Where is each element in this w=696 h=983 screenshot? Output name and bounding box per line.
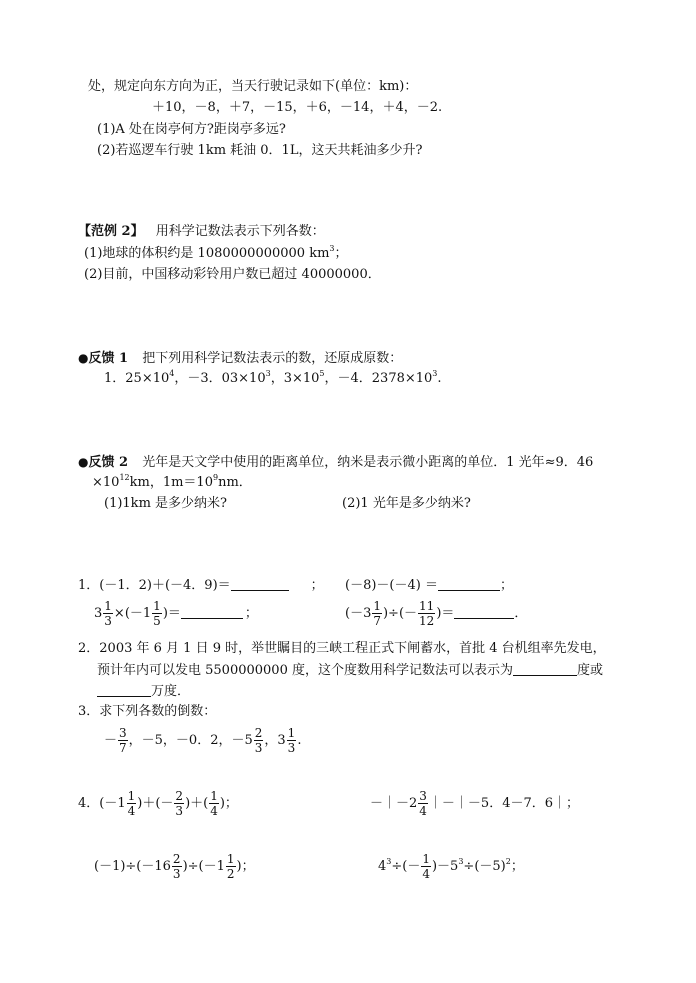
fraction-numerator: 1 (210, 789, 218, 803)
feedback1-heading (78, 350, 402, 367)
fraction-denominator: 7 (119, 741, 127, 755)
fraction-numerator: 2 (172, 852, 181, 866)
exercise4-d1: 4 (378, 859, 387, 874)
exercise2-text-3-end: 万度． (151, 684, 191, 699)
feedback2-label: 反馈 2 (88, 455, 129, 470)
exercise4-a-fraction-2 (174, 789, 184, 818)
feedback2-question-1: (1)1km 是多少纳米? (104, 496, 227, 511)
exercise4-a-fraction-1 (127, 789, 137, 818)
exercise3-t2: ，－5，－0．2，－5 (128, 733, 253, 748)
feedback2-l2c: nm． (218, 475, 252, 490)
example2-q1-exponent: 3 (329, 244, 335, 253)
exercise1-b-expression: (－8)－(－4) ＝ (345, 578, 438, 593)
exercise4-c2: )÷(－1 (182, 859, 225, 874)
exercise2-text-2-end: 度或 (576, 663, 603, 678)
fraction-numerator: 3 (119, 726, 127, 740)
exercise1-d-fraction (372, 599, 382, 628)
feedback1-n4: ，－4．2378×10 (324, 371, 433, 386)
feedback1-e4: 3 (432, 369, 438, 378)
fraction-denominator: 3 (175, 804, 184, 818)
exercise1-d-end: ． (514, 606, 528, 621)
feedback2-l2e1: 12 (119, 473, 130, 482)
fraction-denominator: 4 (419, 804, 427, 818)
exercise2-text-2: 预计年内可以发电 5500000000 度，这个度数用科学记数法可以表示为 (97, 663, 513, 678)
exercise4-d (378, 851, 524, 883)
feedback1-label: 反馈 1 (88, 351, 129, 366)
exercise1-b-end: ； (499, 578, 513, 593)
example1-intro: 处，规定向东方向为正，当天行驶记录如下(单位：km)： (88, 79, 418, 94)
fraction-denominator: 3 (254, 741, 263, 755)
feedback1-n1: 1．25×10 (104, 371, 170, 386)
feedback2-heading (78, 454, 593, 471)
exercise1-c-whole: 3 (94, 606, 103, 621)
fraction-numerator: 1 (127, 789, 136, 803)
exercise3-fraction-3 (287, 726, 297, 755)
exercise4-b1: －｜－2 (370, 796, 418, 811)
exercise4-b (370, 788, 579, 820)
feedback1-e1: 4 (169, 369, 175, 378)
feedback1-n3: ，3×10 (270, 371, 320, 386)
example2-question-1 (84, 246, 348, 262)
fraction-denominator: 4 (210, 804, 218, 818)
exercise1-c-mid: ×(－1 (113, 606, 152, 621)
exercise1-d (345, 598, 527, 630)
exercise4-a2: )＋(－ (137, 796, 174, 811)
fraction-numerator: 3 (419, 789, 427, 803)
exercise4-number: 4． (78, 796, 100, 811)
exercise4-c1: (－1)÷(－16 (94, 859, 171, 874)
exercise4-d4: ÷(－5) (463, 859, 506, 874)
example1-records: ＋10，－8，＋7，－15，＋6，－14，＋4，－2. (152, 100, 443, 115)
fraction-denominator: 3 (104, 614, 112, 628)
example2-q1-end: ； (334, 246, 348, 261)
fraction-denominator: 4 (127, 804, 136, 818)
example2-heading (78, 224, 325, 240)
fraction-denominator: 4 (422, 867, 430, 881)
example1-question-2: (2)若巡逻车行驶 1km 耗油 0．1L，这天共耗油多少升? (97, 143, 423, 158)
exercise4-a-fraction-3 (209, 789, 219, 818)
feedback1-e2: 3 (265, 369, 271, 378)
exercise3-fraction-2 (254, 726, 264, 755)
exercise2-number: 2． (78, 641, 100, 656)
feedback2-line-2 (92, 475, 252, 491)
exercise3-t1-sign: － (104, 733, 118, 748)
exercise4-d2: ÷(－ (391, 859, 421, 874)
bullet-icon: ● (78, 351, 89, 365)
feedback1-title: 把下列用科学记数法表示的数，还原成原数： (142, 351, 403, 366)
fraction-denominator: 5 (153, 614, 161, 628)
feedback1-e3: 5 (319, 369, 325, 378)
exercise1-a-expression: (－1．2)＋(－4．9)＝ (99, 578, 231, 593)
feedback1-end: . (437, 371, 442, 386)
exercise4-d5: ； (510, 859, 524, 874)
feedback2-question-2: (2)1 光年是多少纳米? (342, 496, 471, 511)
fraction-denominator: 7 (373, 614, 381, 628)
exercise4-c3: )； (236, 859, 255, 874)
feedback2-l2b: km，1m＝10 (129, 475, 213, 490)
exercise3-number: 3． (78, 704, 100, 719)
fraction-denominator: 3 (287, 741, 296, 755)
exercise4-d3: )－5 (431, 859, 459, 874)
fraction-numerator: 2 (175, 789, 184, 803)
exercise1-c-end: ； (244, 606, 258, 621)
fraction-numerator: 11 (419, 599, 435, 613)
fraction-numerator: 2 (254, 726, 263, 740)
exercise1-d-fraction-2 (418, 599, 435, 628)
exercise1-d-answer-blank[interactable] (454, 606, 514, 619)
exercise1-a-answer-blank[interactable] (231, 578, 289, 591)
example2-question-2: (2)目前，中国移动彩铃用户数已超过 40000000． (84, 267, 381, 282)
exercise1-c-equals: )＝ (162, 606, 181, 621)
exercise4-d3-exponent: 3 (458, 857, 464, 866)
exercise1-row-1 (78, 578, 324, 594)
fraction-numerator: 1 (422, 852, 430, 866)
feedback2-l2a: ×10 (92, 475, 120, 490)
fraction-denominator: 12 (419, 614, 435, 628)
exercise4-a (78, 788, 238, 820)
fraction-numerator: 1 (287, 726, 296, 740)
feedback2-l2e2: 9 (212, 473, 219, 482)
exercise3-end: . (297, 733, 302, 748)
exercise4-b-fraction (418, 789, 428, 818)
exercise4-b2: ｜－｜－5．4－7．6｜； (428, 796, 580, 811)
exercise4-a4: )； (219, 796, 238, 811)
exercise1-d-mid: )÷(－ (382, 606, 418, 621)
exercise4-c (94, 851, 255, 883)
fraction-numerator: 1 (226, 852, 235, 866)
exercise1-d-equals: )＝ (436, 606, 455, 621)
exercise2-answer-blank-2[interactable] (97, 684, 151, 697)
exercise4-c-fraction-1 (172, 852, 182, 881)
fraction-numerator: 1 (153, 599, 161, 613)
exercise3-title (78, 704, 216, 720)
example1-question-1: (1)A 处在岗亭何方?距岗亭多远? (97, 122, 286, 137)
exercise1-c-fraction-2 (152, 599, 162, 628)
example2-q1-text: (1)地球的体积约是 1080000000000 km (84, 246, 330, 261)
exercise1-b (345, 578, 513, 594)
fraction-numerator: 1 (373, 599, 381, 613)
exercise1-a-end: ； (310, 578, 324, 593)
fraction-denominator: 3 (172, 867, 181, 881)
exercise2-line-2 (97, 663, 603, 679)
fraction-denominator: 2 (226, 867, 235, 881)
exercise1-c-answer-blank[interactable] (181, 606, 243, 619)
exercise1-b-answer-blank[interactable] (438, 578, 500, 591)
feedback2-line-1: 光年是天文学中使用的距离单位，纳米是表示微小距离的单位．1 光年≈9．46 (142, 455, 594, 470)
exercise3-t4: ，3 (264, 733, 286, 748)
exercise2-line-1 (78, 641, 606, 657)
bullet-icon: ● (78, 455, 89, 469)
exercise4-d-fraction (421, 852, 431, 881)
feedback1-n2: ，－3．03×10 (174, 371, 266, 386)
exercise4-c-fraction-2 (226, 852, 236, 881)
exercise4-d1-exponent: 3 (386, 857, 392, 866)
exercise4-a3: )＋( (185, 796, 209, 811)
example2-title: 用科学记数法表示下列各数： (155, 224, 325, 239)
example2-label: 【范例 2】 (78, 224, 144, 239)
exercise3-fraction-1 (118, 726, 128, 755)
exercise4-d4-exponent: 2 (505, 857, 511, 866)
exercise2-text-1: 2003 年 6 月 1 日 9 时，举世瞩目的三峡工程正式下闸蓄水，首批 4 台机组率先发电， (99, 641, 606, 656)
exercise2-answer-blank-1[interactable] (513, 663, 577, 676)
exercise3-title-text: 求下列各数的倒数： (99, 704, 217, 719)
fraction-numerator: 1 (104, 599, 112, 613)
exercise3-terms (104, 725, 301, 757)
feedback1-numbers (104, 371, 442, 387)
exercise4-a1: (－1 (99, 796, 126, 811)
exercise1-d-prefix: (－3 (345, 606, 372, 621)
exercise2-line-3 (97, 684, 190, 700)
exercise1-c (94, 598, 258, 630)
exercise1-number: 1． (78, 578, 100, 593)
exercise1-c-fraction (103, 599, 113, 628)
